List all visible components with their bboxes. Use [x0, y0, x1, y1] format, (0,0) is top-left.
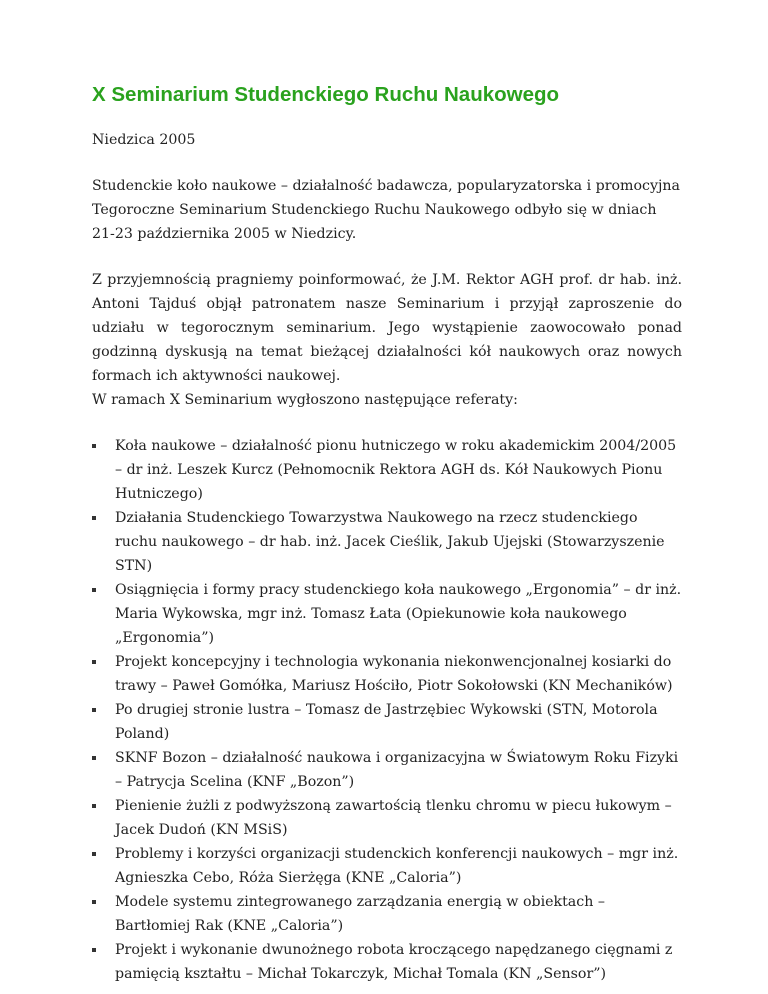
list-item [92, 434, 682, 506]
patronage-paragraph: Z przyjemnością pragniemy poinformować, że J.M. Rektor AGH prof. dr hab. inż. Antoni Tajduś objął patronatem nasze Seminarium i przyjął zaproszenie do udziału w tegorocznym seminarium. Jego wystąpienie zaowocowało ponad godzinną dyskusją na temat bieżącej działalności kół naukowych oraz nowych formach ich aktywności naukowej. [92, 272, 682, 384]
list-item-text: Po drugiej stronie lustra – Tomasz de Jastrzębiec Wykowski (STN, Motorola Poland) [115, 702, 658, 742]
bullet-icon [92, 516, 96, 520]
list-item [92, 842, 682, 890]
bullet-icon [92, 660, 96, 664]
list-item-text: Projekt koncepcyjny i technologia wykonania niekonwencjonalnej kosiarki do trawy – Paweł Gomółka, Mariusz Hościło, Piotr Sokołowski (KN Mechaników) [115, 654, 673, 694]
bullet-icon [92, 948, 96, 952]
bullet-icon [92, 900, 96, 904]
list-item [92, 698, 682, 746]
list-item [92, 650, 682, 698]
list-intro: W ramach X Seminarium wygłoszono następujące referaty: [92, 392, 518, 408]
bullet-icon [92, 804, 96, 808]
list-item-text: Osiągnięcia i formy pracy studenckiego koła naukowego „Ergonomia” – dr inż. Maria Wykowska, mgr inż. Tomasz Łata (Opiekunowie koła naukowego „Ergonomia”) [115, 582, 682, 646]
list-item [92, 938, 682, 986]
bullet-icon [92, 588, 96, 592]
referaty-list [92, 434, 682, 986]
list-item [92, 578, 682, 650]
document-content [92, 82, 682, 986]
list-item-text: Pienienie żużli z podwyższoną zawartością tlenku chromu w piecu łukowym – Jacek Dudoń (KN MSiS) [115, 798, 672, 838]
bullet-icon [92, 444, 96, 448]
list-item [92, 746, 682, 794]
bullet-icon [92, 708, 96, 712]
list-item-text: Modele systemu zintegrowanego zarządzania energią w obiektach – Bartłomiej Rak (KNE „Caloria”) [115, 894, 605, 934]
list-item-text: Projekt i wykonanie dwunożnego robota kroczącego napędzanego cięgnami z pamięcią kształtu – Michał Tokarczyk, Michał Tomala (KN „Sensor”) [115, 942, 673, 982]
page-title: X Seminarium Studenckiego Ruchu Naukowego [92, 83, 560, 106]
list-item-text: Problemy i korzyści organizacji studenckich konferencji naukowych – mgr inż. Agnieszka Cebo, Róża Sierżęga (KNE „Caloria”) [115, 846, 679, 886]
intro-paragraph: Studenckie koło naukowe – działalność badawcza, popularyzatorska i promocyjna Tegoroczne Seminarium Studenckiego Ruchu Naukowego odbyło się w dniach 21-23 października 2005 w Niedzicy. [92, 178, 681, 242]
list-item [92, 890, 682, 938]
list-item-text: SKNF Bozon – działalność naukowa i organizacyjna w Światowym Roku Fizyki – Patrycja Scelina (KNF „Bozon”) [115, 750, 679, 790]
bullet-icon [92, 756, 96, 760]
list-item-text: Działania Studenckiego Towarzystwa Naukowego na rzecz studenckiego ruchu naukowego – dr hab. inż. Jacek Cieślik, Jakub Ujejski (Stowarzyszenie STN) [115, 510, 665, 574]
bullet-icon [92, 852, 96, 856]
place-date: Niedzica 2005 [92, 132, 196, 148]
list-item-text: Koła naukowe – działalność pionu hutniczego w roku akademickim 2004/2005 – dr inż. Leszek Kurcz (Pełnomocnik Rektora AGH ds. Kół Naukowych Pionu Hutniczego) [115, 438, 677, 502]
list-item [92, 506, 682, 578]
list-item [92, 794, 682, 842]
